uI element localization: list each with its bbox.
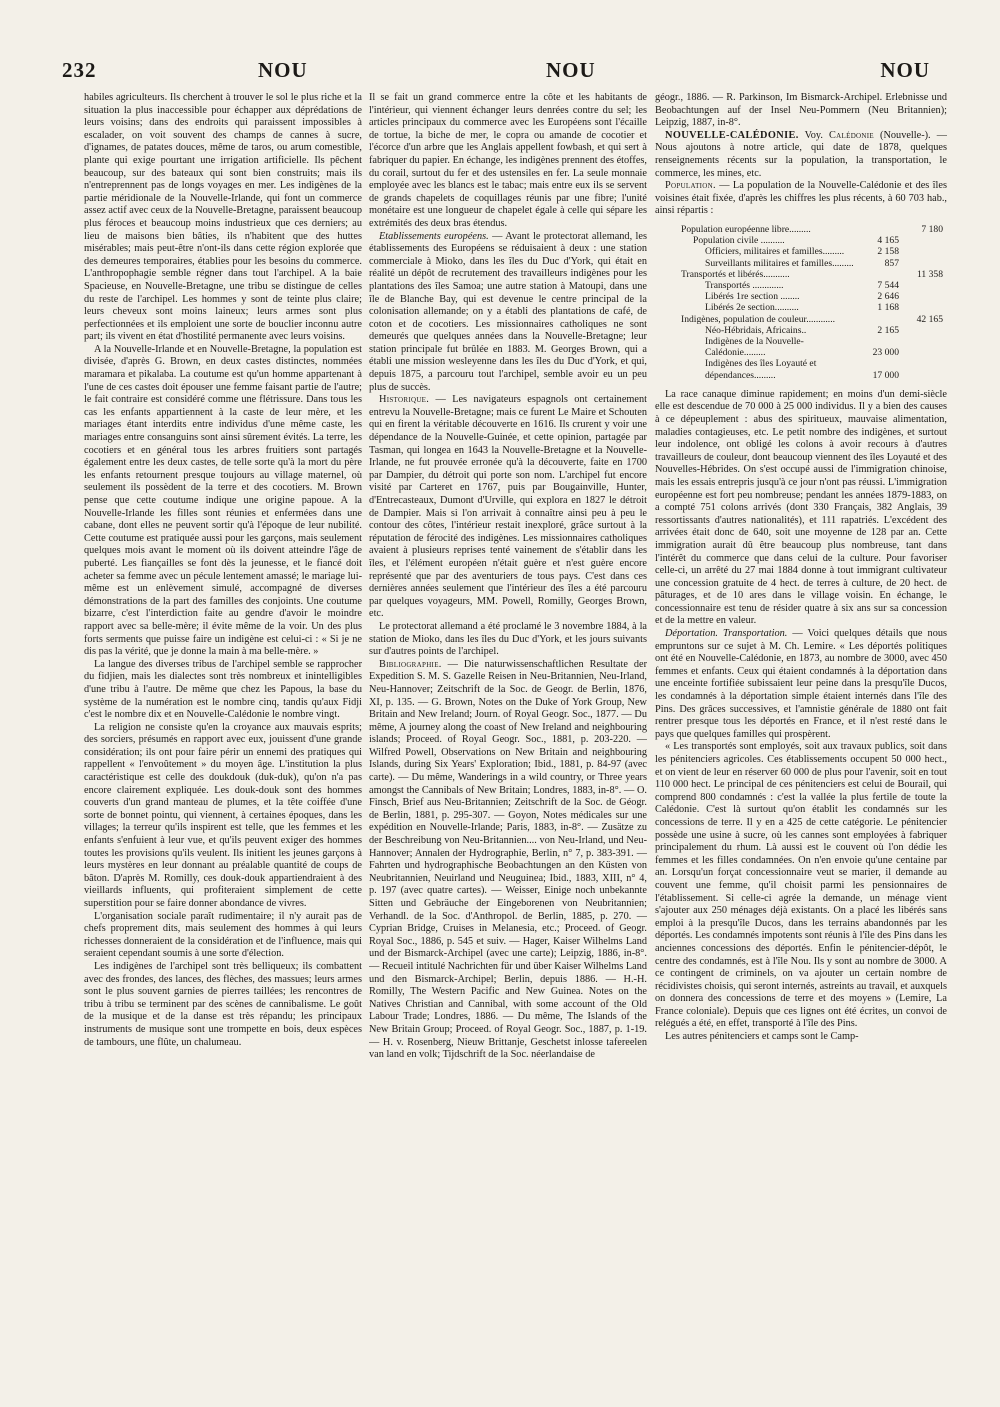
table-cell-total: 42 165 [916, 313, 943, 325]
table-cell-total: 7 180 [921, 223, 943, 235]
table-cell-label: Libérés 1re section ........ [705, 291, 800, 303]
table-cell-subtotal: 2 646 [877, 291, 899, 303]
entry-headword: NOUVELLE-CALÉDONIE. [665, 129, 799, 141]
table-cell-label: Indigènes des îles Loyauté et dépendances......... [705, 358, 817, 381]
entry-nouvelle-caledonie [655, 130, 947, 180]
table-row [681, 269, 943, 280]
table-cell-subtotal: 23 000 [872, 347, 899, 359]
paragraph-historique [369, 394, 647, 621]
table-cell-label: Population civile .......... [693, 235, 785, 247]
entry-reference: Calédonie [829, 129, 874, 141]
table-row [681, 224, 943, 235]
table-cell-label: Indigènes, population de couleur............ [681, 313, 836, 325]
table-row [681, 302, 943, 313]
running-head-left: NOU [258, 58, 308, 82]
text-column-right [655, 92, 947, 1362]
page-number: 232 [62, 58, 97, 82]
table-cell-subtotal: 857 [884, 257, 899, 269]
paragraph: La religion ne consiste qu'en la croyance aux mauvais esprits; des sorciers, présumés en rapport avec eux, jouissent d'une grande considération; ils ont pour faire périr un ennemi des pratiques qui rappellent « l'envoûtement » du moyen âge. L'institution la plus caractéristique est celle des doukdouk (duk-duk), qu'on n'a pas encore clairement expliquée. Les douk-douk sont des hommes couverts d'un grand manteau de plumes, et la tête coiffée d'une sorte de bonnet pointu, qui viennent, à certaines époques, dans les villages; la terreur qu'ils inspirent est telle, que les femmes et les enfants s'enfuient à leur vue, et qu'ils peuvent exiger des hommes toutes les provisions qu'ils veulent. Ils initient les jeunes garçons à leurs mystères en leur donnant au préalable quantité de coups de bâton. D'après M. Romilly, ces douk-douk appartiendraient à des vieillards influents, qui profiteraient simplement de cette superstition pour se faire donner abondance de vivres. [84, 721, 362, 909]
text-column-left [84, 92, 362, 1362]
paragraph-text: — Die naturwissenschaftlichen Resultate der Expedition S. M. S. Gazelle Reisen in Neu-Britannien, Neu-Irland, Neu-Hannover; Zeitschrift de la Soc. de Geogr. de Berlin, 1876, XI, p. 135. — G. Brown, Notes on the Duke of York Group, New Britain and New Ireland; Journ. of Royal Geogr. Soc., 1877. — Du même, A journey along the coast of New Ireland and neighbouring islands; Proceed. of Royal Geogr. Soc., 1881, p. 203-220. — Wilfred Powell, Observations on New Britain and neighbouring Islands, during Six Years' Exploration; Ibid., 1881, p. 84-97 (avec carte). — Du même, Wanderings in a wild country, or Three years amongst the Cannibals of New Britain; Londres, 1883, in-8°. — O. Finsch, Brief aus Neu-Britannien; Zeitschrift de la Soc. de Géogr. de Berlin, 1881, p. 295-307. — Goyon, Notes médicales sur une expédition en Nouvelle-Irlande; Paris, 1883, in-8°. — Zusätze zu der Beschreibung von Neu-Britannien.... von Neu-Irland, und Neu-Hannover; Annalen der Hydrographie, Berlin, n° 7, p. 383-391. — Fahrten und hydrographische Beobachtungen an den Küsten von Neubritannien, Neuirland und Neuguinea; Ibid., 1883, XIII, n° 4, p. 197 (avec quatre cartes). — Weisser, Einige noch unbekannte Sitten und Gebräuche der Eingeborenen von Neubritannien; Verhandl. de la Soc. d'Anthropol. de Berlin, 1885, p. 270. — Cyprian Bridge, Cruises in Melanesia, etc.; Proceed. of Geogr. Royal Soc., 1886, p. 545 et suiv. — Hager, Kaiser Wilhelms Land und der Bismarck-Archipel (avec une carte); Leipzig, 1886, in-8°. — Recueil intitulé Nachrichten für und über Kaiser Wilhelms Land und den Bismarck-Archipel; Berlin, depuis 1886. — H.-H. Romilly, The Western Pacific and New Guinea. Notes on the Natives Christian and Cannibal, with some account of the Old Labour Trade; Londres, 1886. — Du même, The Islands of the New Britain Group; Proceed. of Royal Geogr. Soc., 1887, p. 1-19. — H. v. Rosenberg, Nieuw Brittanje, Geschetst inlosse tafereelen van land en volk; Tijdschrift de la Soc. néerlandaise de [369, 658, 647, 1061]
entry-see: Voy. [798, 129, 830, 141]
table-cell-total [899, 246, 943, 257]
table-cell-label: Indigènes de la Nouvelle-Calédonie......... [705, 335, 804, 359]
table-cell-label: Surveillants militaires et familles......... [705, 257, 854, 269]
paragraph: Les autres pénitenciers et camps sont le Camp- [665, 1031, 859, 1043]
table-cell-total [899, 235, 943, 246]
table-row [681, 280, 943, 291]
running-header [62, 58, 938, 88]
paragraph-text: — Avant le protectorat allemand, les établissements des Européens se réduisaient à deux : une station commerciale à Mioko, dans les îles du Duc d'York, qui était en réalité un dépôt de recrutement des travailleurs indigènes pour les plantations des îles Samoa; une autre station à Matoupi, dans une île de Blanche Bay, qui est devenue le centre principal de la colonisation allemande; on y a établi des plantations de café, de coton et de cocotiers. Les missionnaires catholiques ne sont demeurés que quelques années dans la Nouvelle-Bretagne; leur station principale fut brûlée en 1883. M. Georges Brown, qui a établi une mission wesleyenne dans les îles du Duc d'York, et qui, depuis 1875, a parcouru tout l'archipel, semble avoir eu un peu plus de succès. [369, 230, 647, 393]
table-cell-label: Transportés et libérés........... [681, 268, 790, 280]
table-cell-subtotal [855, 224, 899, 235]
paragraph-etablissements [369, 231, 647, 395]
table-cell-total [899, 325, 943, 336]
paragraph: Les indigènes de l'archipel sont très belliqueux; ils combattent avec des frondes, des lances, des flèches, des massues; leurs armes sont le plus souvent garnies de pierres taillées; les rencontres de tribu à tribu se terminent par des scènes de cannibalisme. Le goût de la musique et de la danse est très répandu; les principaux instruments de musique sont une trompette en bois, deux espèces de tambours, une flûte, un chalumeau. [84, 960, 362, 1048]
table-cell-total [899, 336, 943, 358]
table-cell-subtotal: 4 165 [877, 235, 899, 247]
table-cell-subtotal: 2 158 [877, 246, 899, 258]
paragraph: habiles agriculteurs. Ils cherchent à trouver le sol le plus riche et la situation la plus inaccessible pour échapper aux déprédations de leurs voisins; dans des endroits qui paraissent impossibles à escalader, on voit souvent des champs de cannes à sucre, d'ignames, de patates douces, même de taros, ou arum comestible, plante qui exige pourtant une irrigation artificielle. Ils pêchent beaucoup, sur des bateaux qui sont bien construits; mais ils n'entreprennent pas de longs voyages en mer. Les indigènes de la partie méridionale de la Nouvelle-Irlande, qui font un commerce assez actif avec ceux de la Nouvelle-Bretagne, paraissent beaucoup plus féroces et beaucoup moins industrieux que ces derniers; au lieu de maisons bien bâties, ils n'habitent que des huttes misérables; mais peut-être n'ont-ils dans cette région explorée que des demeures temporaires, établies pour les besoins du commerce. L'anthropophagie semble régner dans tout l'archipel. A la baie Spacieuse, en Nouvelle-Bretagne, une tribu se distingue de celles du reste de l'archipel. Les hommes y sont de teinte plus claire; leurs cheveux sont moins laineux; leurs armes sont plus perfectionnées et ils emploient une sorte de bouclier inconnu autre part; ils vivent en état d'hostilité permanente avec leurs voisins. [84, 92, 362, 343]
paragraph-text: — La population de la Nouvelle-Calédonie et des îles voisines était fixée, d'après les chiffres les plus récents, à 60 703 hab., ainsi répartis : [655, 180, 947, 217]
paragraph: A la Nouvelle-Irlande et en Nouvelle-Bretagne, la population est divisée, d'après G. Brown, en deux castes distinctes, nommées maramara et pikalaba. La coutume est qu'un homme appartenant à l'une de ces castes doit épouser une femme faisant partie de l'autre; le fait contraire est considéré comme une flétrissure. Dans tous les cas les enfants appartiennent à la caste de leur mère, et les mariages étant interdits entre individus d'une même caste, les mariages entre consanguins sont ainsi sûrement évités. La terre, les cocotiers et en général tous les arbres fruitiers sont partagés également entre les deux castes, de telle sorte qu'à la mort du père les enfants retournent presque toujours au village maternel, où seulement ils possèdent de la terre et des cocotiers. M. Brown pense que cette coutume indique une origine papoue. A la Nouvelle-Irlande les filles sont réunies et enfermées dans une cabane, dont elles ne peuvent sortir qu'à l'époque de leur nubilité. Cette coutume est pratiquée aussi pour les garçons, mais seulement quelques mois avant le moment où ils doivent atteindre l'âge de puberté. Les fiançailles se font dès la jeunesse, et le fiancé doit acheter sa femme avec un pécule lentement amassé; le mariage lui-même est un enlèvement simulé, accompagné de diverses démonstrations de la part des familles des conjoints. Une coutume bizarre, c'est l'interdiction faite au gendre d'avoir le moindre rapport avec sa belle-mère; il évite même de la voir. Un des plus forts serments que puisse faire un indigène est celui-ci : « Si je ne dis pas la vérité, que je donne la main à ma belle-mère. » [84, 343, 362, 658]
running-head-center: NOU [546, 58, 596, 82]
section-label: Déportation. Transportation. [665, 628, 788, 640]
section-label: Historique. [379, 394, 430, 406]
population-table [681, 224, 943, 381]
paragraph: La race canaque diminue rapidement; en moins d'un demi-siècle elle est descendue de 70 000 à 25 000 individus. Il y a bien des causes à ce dépeuplement : abus des spiritueux, mauvaise alimentation, maladies contagieuses, etc. Le petit nombre des indigènes, et surtout leur indolence, ont obligé les colons à avoir recours à d'autres travailleurs de couleur, dont beaucoup viennent des îles Loyauté et des Nouvelles-Hébrides. On s'est occupé aussi de l'immigration chinoise, mais les essais entrepris jusqu'à ce jour n'ont pas réussi. L'immigration européenne est fort peu nombreuse; pendant les années 1879-1883, on a compté 751 colons arrivés (dont 330 Français, 382 Anglais, 39 ressortissants d'autres nationalités), et 111 rapatriés. L'excédent des arrivées était donc de 640, soit une moyenne de 128 par an. Cette immigration aurait dû être beaucoup plus nombreuse, tant dans l'intérêt du commerce que dans celui de la culture. Pour favoriser celle-ci, un arrêté du 27 mai 1884 donne à tout immigrant cultivateur une concession gratuite de 4 hect. de terres à culture, de 20 hect. de pâturages, et de 10 ares dans le village voisin. En échange, le concessionnaire est tenu de résider quatre à six ans sur sa concession et de la mettre en valeur. [655, 388, 947, 627]
paragraph-text: — Voici quelques détails que nous empruntons sur ce sujet à M. Ch. Lemire. « Les déportés politiques ont été en Nouvelle-Calédonie, en 1873, au nombre de 3000, avec 450 femmes et enfants. Ceux qui étaient condamnés à la déportation dans une enceinte fortifiée subissaient leur peine dans la presqu'île Ducos, les condamnés à la déportation simple étaient internés dans l'île des Pins. Des grâces successives, et l'amnistie générale de 1880 ont fait rentrer presque tous les déportés en France, et il n'est resté dans le pays que quelques familles qui prospèrent. [655, 628, 947, 740]
paragraph-deportation [655, 628, 947, 741]
table-cell-label: Néo-Hébridais, Africains.. [705, 324, 807, 336]
table-row [681, 246, 943, 257]
table-row [681, 235, 943, 246]
table-cell-label: Libérés 2e section.......... [705, 302, 799, 314]
table-row [681, 291, 943, 302]
paragraph: « Les transportés sont employés, soit aux travaux publics, soit dans les pénitenciers agricoles. Ces établissements occupent 50 000 hect., et on vient de leur en réserver 60 000 de plus pour l'avenir, soit en tout 110 000 hect. Le principal de ces pénitenciers est celui de Bourail, qui comprend 800 condamnés : c'est la vallée la plus fertile de toute la Calédonie. C'est là surtout qu'on établit les condamnés sur les concessions de terre. Il y en a 425 de cette catégorie. Le pénitencier possède une usine à sucre, où les cannes sont employées à fabriquer principalement du rhum. Là aussi est le couvent où l'on dédie les femmes et les filles condamnées. On n'en envoie qu'une centaine par an. Lorsqu'un forçat concessionnaire veut se marier, il demande au couvent une femme, qu'il choisit parmi les pensionnaires de l'établissement. Si celle-ci agrée la demande, un ménage vient s'ajouter aux 250 ménages déjà existants. On a placé les libérés sans emploi à la presqu'île Ducos, dans les terrains abandonnés par les déportés. Les condamnés impotents sont réunis à l'île des Pins dans les anciennes concessions des déportés. Enfin le pénitencier-dépôt, le centre des condamnés, est à l'île Nou. Ils y sont au nombre de 3000. A ce contingent de criminels, on va ajouter un certain nombre de récidivistes choisis, qui seront internés, astreints au travail, et auxquels on donnera des concessions de terre et des moyens » (Lemire, La France coloniale). Depuis que ces lignes ont été écrites, un convoi de relégués a été, en effet, transporté à l'île des Pins. [655, 741, 947, 1030]
paragraph: géogr., 1886. — R. Parkinson, Im Bismarck-Archipel. Erlebnisse und Beobachtungen auf der Insel Neu-Pommern (Neu Britannien); Leipzig, 1887, in-8°. [655, 92, 947, 129]
table-cell-total [899, 280, 943, 291]
paragraph: Il se fait un grand commerce entre la côte et les habitants de l'intérieur, qui viennent échanger leurs denrées contre du sel; les articles principaux du commerce avec les Européens sont l'écaille de tortue, la biche de mer, le copra ou amande de cocotier et l'écorce d'un arbre que les Anglais appellent fowbash, et qui sert à fabriquer du papier. En échange, les indigènes prennent des étoffes, du corail, surtout du fer et des ustensiles en fer. La seule monnaie employée avec les blancs est le tabac; mais entre eux ils se servent de grands chapelets de coquillages réunis par une fibre; l'unité monétaire est une longueur de chapelet égale à celle qui sépare les extrémités des deux bras étendus. [369, 92, 647, 229]
table-row [681, 358, 943, 380]
table-row [681, 336, 943, 358]
table-cell-label: Officiers, militaires et familles......... [705, 246, 845, 258]
table-cell-subtotal: 2 165 [877, 324, 899, 336]
table-cell-label: Population européenne libre......... [681, 223, 811, 235]
table-cell-total [899, 291, 943, 302]
text-column-center [369, 92, 647, 1362]
paragraph: La langue des diverses tribus de l'archipel semble se rapprocher du fidjien, mais les dialectes sont très nombreux et inintelligibles d'une tribu à l'autre. De même que chez les Papous, la base du système de la numération est le nombre cinq, tandis qu'aux Fidji c'est le nombre dix et en Nouvelle-Calédonie le nombre vingt. [84, 658, 362, 721]
paragraph: Le protectorat allemand a été proclamé le 3 novembre 1884, à la station de Mioko, dans les îles du Duc d'York, et les jours suivants sur d'autres points de l'archipel. [369, 620, 647, 658]
paragraph-text: (Nouvelle-). — Nous ajoutons à notre article, qui date de 1878, quelques renseignements récents sur la population, la transportation, le commerce, les mines, etc. [655, 129, 947, 179]
table-row [681, 258, 943, 269]
section-label: Etablissements européens. [379, 230, 489, 242]
table-cell-subtotal: 17 000 [872, 369, 899, 381]
table-cell-subtotal: 1 168 [877, 302, 899, 314]
table-cell-total [899, 302, 943, 313]
table-cell-subtotal [855, 314, 899, 325]
running-head-right: NOU [880, 58, 930, 82]
table-cell-total: 11 358 [916, 268, 943, 280]
table-cell-total [899, 358, 943, 380]
section-label: Population. [665, 180, 716, 192]
paragraph: L'organisation sociale paraît rudimentaire; il n'y aurait pas de chefs proprement dits, mais seulement des hommes à qui leurs richesses donneraient de la considération et de l'influence, mais qui seraient cependant soumis à une sorte d'élection. [84, 910, 362, 960]
table-row [681, 325, 943, 336]
table-cell-label: Transportés ............. [705, 279, 784, 291]
paragraph-text: — Les navigateurs espagnols ont certainement entrevu la Nouvelle-Bretagne; mais ce furent Le Maire et Schouten qui en firent la véritable découverte en 1616. Ils crurent y voir une dépendance de la Nouvelle-Guinée, et cette opinion, partagée par Tasman, qui longea en 1643 la Nouvelle-Bretagne et la Nouvelle-Irlande, ne fut prouvée erronée qu'à la découverte, faite en 1700 par Dampier, du détroit qui porte son nom. L'archipel fut encore visité par Carteret en 1767, puis par Bougainville, Hunter, d'Entrecasteaux, Dumont d'Urville, qui explora en 1827 le détroit de Dampier. Mais si l'on arrivait à connaître ainsi peu à peu le contour des côtes, l'intérieur restait inexploré, grâce surtout à la réputation de férocité des indigènes. Les missionnaires catholiques avaient à plusieurs reprises tenté vainement de s'établir dans les îles, et l'élément européen n'était guère et n'est guère encore représenté que par des aventuriers de tous pays. C'est dans ces dernières années seulement que l'intérieur des îles a été parcouru par quelques voyageurs, MM. Powell, Romilly, Georges Brown, etc. [369, 394, 647, 620]
table-cell-total [899, 258, 943, 269]
paragraph-population [655, 180, 947, 218]
table-cell-subtotal [855, 269, 899, 280]
paragraph-bibliographie [369, 659, 647, 1062]
table-cell-subtotal: 7 544 [877, 279, 899, 291]
section-label: Bibliographie. [379, 658, 442, 670]
table-row [681, 314, 943, 325]
